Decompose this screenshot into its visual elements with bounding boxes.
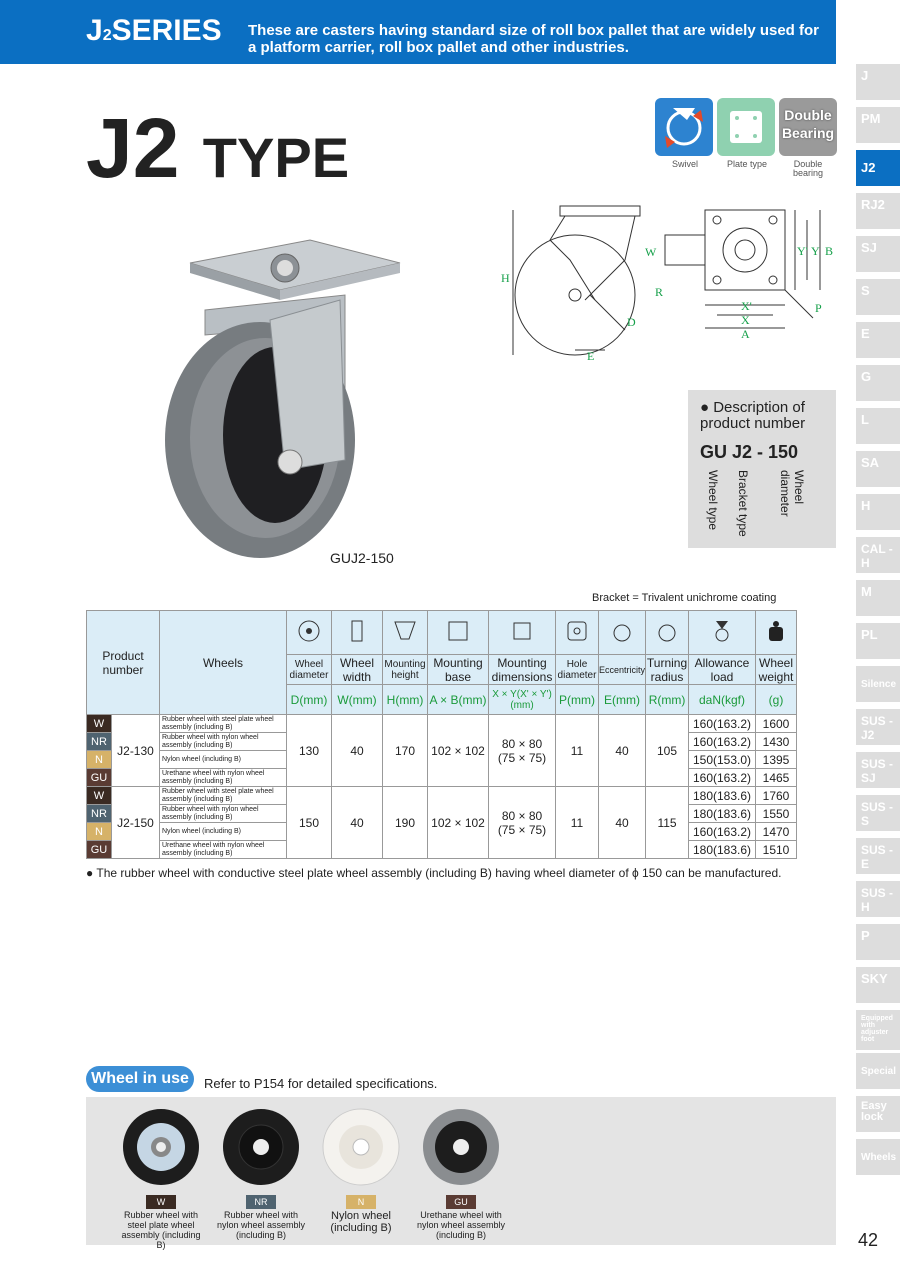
dim-label-y-prime: Y': [797, 244, 808, 258]
double-bearing-icon: Double Bearing: [779, 98, 837, 156]
sidebar-tab[interactable]: H: [856, 494, 900, 530]
dim-label-h: H: [501, 271, 510, 285]
sidebar-tab-active[interactable]: J2: [856, 150, 900, 186]
sidebar-tab[interactable]: Equipped with adjuster foot: [856, 1010, 900, 1050]
wheel-tag: W: [87, 715, 112, 733]
icon-mounting-dimensions: [489, 611, 556, 655]
icon-wheel-diameter: [287, 611, 332, 655]
dim-label-e: E: [587, 349, 595, 363]
dim-label-r: R: [655, 285, 664, 299]
wheel-gu-image: [421, 1107, 501, 1187]
double-bearing-label: Double bearing: [792, 159, 824, 178]
product-caption: GUJ2-150: [330, 550, 394, 566]
wheel-in-use-text: Refer to P154 for detailed specifications.: [204, 1076, 438, 1091]
r-cell: 115: [646, 787, 689, 859]
sidebar-tab[interactable]: J: [856, 64, 900, 100]
col-mounting-dimensions: Mounting dimensions: [489, 655, 556, 685]
wheel-nr-image: [221, 1107, 301, 1187]
dim-label-d: D: [627, 315, 636, 329]
h-cell: 190: [383, 787, 428, 859]
wheel-cell: Nylon wheel (including B): [160, 823, 287, 841]
bracket-note: Bracket = Trivalent unichrome coating: [592, 592, 777, 604]
product-number-description: [688, 390, 836, 548]
wheel-caption: Rubber wheel with steel plate wheel assembly (including B): [121, 1210, 201, 1250]
d-cell: 150: [287, 787, 332, 859]
dim-label-w: W: [645, 245, 657, 259]
sidebar-tab[interactable]: L: [856, 408, 900, 444]
wheel-tag: GU: [87, 841, 112, 859]
sidebar-tab[interactable]: G: [856, 365, 900, 401]
wheel-tag: N: [87, 823, 112, 841]
xy-cell: 80 × 80 (75 × 75): [489, 787, 556, 859]
wheel-sample: [116, 1107, 206, 1250]
e-cell: 40: [599, 787, 646, 859]
wheel-tag: NR: [246, 1195, 276, 1209]
dim-label-p: P: [815, 301, 822, 315]
wheel-w-image: [121, 1107, 201, 1187]
dim-label-a: A: [741, 327, 750, 341]
load-cell: 160(163.2): [689, 769, 756, 787]
sidebar-tab[interactable]: E: [856, 322, 900, 358]
d-cell: 130: [287, 715, 332, 787]
e-cell: 40: [599, 715, 646, 787]
col-mounting-base: Mounting base: [428, 655, 489, 685]
weight-cell: 1600: [756, 715, 797, 733]
sidebar-tab[interactable]: SA: [856, 451, 900, 487]
wheel-caption: Rubber wheel with nylon wheel assembly (including B): [216, 1210, 306, 1240]
weight-cell: 1430: [756, 733, 797, 751]
wheel-in-use-panel: [86, 1097, 836, 1250]
icon-turning-radius: [646, 611, 689, 655]
model-cell: J2-150: [112, 787, 160, 859]
unit: (g): [756, 685, 797, 715]
plate-type-label: Plate type: [726, 159, 768, 169]
wheel-tag: W: [87, 787, 112, 805]
sidebar-tab[interactable]: PM: [856, 107, 900, 143]
wheel-sample: [416, 1107, 506, 1240]
table-row: [87, 787, 797, 805]
load-cell: 160(163.2): [689, 733, 756, 751]
page-title: J2 TYPE: [86, 101, 350, 195]
wheel-cell: Rubber wheel with steel plate wheel assembly (including B): [160, 787, 287, 805]
sidebar-tab[interactable]: PL: [856, 623, 900, 659]
col-hole-diameter: Hole diameter: [556, 655, 599, 685]
load-cell: 180(183.6): [689, 841, 756, 859]
weight-cell: 1510: [756, 841, 797, 859]
wheel-sample: [216, 1107, 306, 1240]
sidebar-tab[interactable]: CAL -H: [856, 537, 900, 573]
col-turning-radius: Turning radius: [646, 655, 688, 684]
series-description: These are casters having standard size of roll box pallet that are widely used for a platform carrier, roll box pallet and other industries.: [248, 22, 820, 56]
wheel-type-label: Wheel type: [706, 470, 720, 531]
xy-cell: 80 × 80 (75 × 75): [489, 715, 556, 787]
w-cell: 40: [332, 787, 383, 859]
spec-table: [86, 610, 797, 859]
product-code-example: GU J2 - 150: [700, 442, 799, 462]
ab-cell: 102 × 102: [428, 787, 489, 859]
icon-allowance-load: [689, 611, 756, 655]
sidebar-tab[interactable]: SUS -J2: [856, 709, 900, 745]
unit: R(mm): [646, 685, 689, 715]
wheel-cell: Rubber wheel with steel plate wheel assembly (including B): [160, 715, 287, 733]
sidebar-tab[interactable]: Special: [856, 1053, 900, 1089]
caster-product-image: [150, 230, 410, 560]
series-name: J2SERIES: [86, 14, 222, 47]
wheel-tag: N: [87, 751, 112, 769]
sidebar-tab[interactable]: SUS -H: [856, 881, 900, 917]
load-cell: 180(183.6): [689, 805, 756, 823]
unit: W(mm): [332, 685, 383, 715]
dim-label-x-prime: X': [741, 299, 752, 313]
weight-cell: 1550: [756, 805, 797, 823]
col-wheel-width: Wheel width: [332, 655, 383, 685]
load-cell: 180(183.6): [689, 787, 756, 805]
wheel-caption: Nylon wheel (including B): [330, 1210, 392, 1234]
wheel-tag: GU: [446, 1195, 476, 1209]
model-cell: J2-130: [112, 715, 160, 787]
dim-label-y: Y: [811, 244, 820, 258]
r-cell: 105: [646, 715, 689, 787]
icon-mounting-base: [428, 611, 489, 655]
sidebar-tab[interactable]: SJ: [856, 236, 900, 272]
table-footnote: ● The rubber wheel with conductive steel plate wheel assembly (including B) having wheel diameter of ϕ 150 can be manufactured.: [86, 866, 782, 880]
series-header: [0, 0, 836, 64]
load-cell: 160(163.2): [689, 823, 756, 841]
bracket-type-label: Bracket type: [736, 470, 750, 537]
col-wheel-diameter: Wheel diameter: [287, 655, 332, 685]
wheel-cell: Rubber wheel with nylon wheel assembly (including B): [160, 805, 287, 823]
dim-label-b: B: [825, 244, 834, 258]
icon-eccentricity: [599, 611, 646, 655]
wheel-in-use-badge: Wheel in use: [86, 1066, 194, 1092]
unit: daN(kgf): [689, 685, 756, 715]
icon-wheel-width: [332, 611, 383, 655]
unit: H(mm): [383, 685, 428, 715]
plate-type-icon: [717, 98, 775, 156]
col-eccentricity: Eccentricity: [599, 655, 646, 685]
icon-wheel-weight: [756, 611, 797, 655]
dimension-drawing: [495, 200, 840, 370]
sidebar-tab[interactable]: S: [856, 279, 900, 315]
sidebar-tab[interactable]: Easy lock: [856, 1096, 900, 1132]
sidebar-tab[interactable]: Wheels: [856, 1139, 900, 1175]
sidebar-tab[interactable]: M: [856, 580, 900, 616]
sidebar-tab[interactable]: SUS -SJ: [856, 752, 900, 788]
description-title: ● Description of product number: [700, 399, 806, 432]
table-row: [87, 715, 797, 733]
wheel-cell: Nylon wheel (including B): [160, 751, 287, 769]
w-cell: 40: [332, 715, 383, 787]
col-allowance-load: Allowance load: [689, 655, 756, 685]
weight-cell: 1465: [756, 769, 797, 787]
load-cell: 150(153.0): [689, 751, 756, 769]
swivel-label: Swivel: [671, 159, 698, 169]
weight-cell: 1760: [756, 787, 797, 805]
col-mounting-height: Mounting height: [383, 655, 428, 685]
weight-cell: 1395: [756, 751, 797, 769]
load-cell: 160(163.2): [689, 715, 756, 733]
unit: E(mm): [599, 685, 646, 715]
wheel-tag: NR: [87, 805, 112, 823]
weight-cell: 1470: [756, 823, 797, 841]
ab-cell: 102 × 102: [428, 715, 489, 787]
page-number: 42: [858, 1230, 879, 1250]
col-wheel-weight: Wheel weight: [756, 655, 797, 685]
unit: D(mm): [287, 685, 332, 715]
wheel-cell: Urethane wheel with nylon wheel assembly (including B): [160, 841, 287, 859]
h-cell: 170: [383, 715, 428, 787]
wheel-tag: W: [146, 1195, 176, 1209]
sidebar-tab[interactable]: SUS -S: [856, 795, 900, 831]
sidebar-tab[interactable]: Silence: [856, 666, 900, 702]
icon-hole-diameter: [556, 611, 599, 655]
unit: X × Y(X' × Y') (mm): [489, 685, 556, 715]
wheel-tag: GU: [87, 769, 112, 787]
header-product-number: Product number: [87, 611, 160, 715]
sidebar-tab[interactable]: SKY: [856, 967, 900, 1003]
unit: A × B(mm): [428, 685, 489, 715]
wheel-tag: NR: [87, 733, 112, 751]
wheel-sample: [316, 1107, 406, 1234]
header-wheels: Wheels: [160, 611, 287, 715]
sidebar-tab[interactable]: RJ2: [856, 193, 900, 229]
p-cell: 11: [556, 715, 599, 787]
wheel-caption: Urethane wheel with nylon wheel assembly (including B): [416, 1210, 506, 1240]
wheel-diameter-label: Wheel diameter: [778, 470, 806, 517]
wheel-cell: Urethane wheel with nylon wheel assembly (including B): [160, 769, 287, 787]
swivel-icon: [655, 98, 713, 156]
sidebar-tab[interactable]: SUS -E: [856, 838, 900, 874]
unit: P(mm): [556, 685, 599, 715]
p-cell: 11: [556, 787, 599, 859]
icon-mounting-height: [383, 611, 428, 655]
wheel-n-image: [321, 1107, 401, 1187]
sidebar-tab[interactable]: P: [856, 924, 900, 960]
wheel-tag: N: [346, 1195, 376, 1209]
dim-label-x: X: [741, 313, 750, 327]
wheel-cell: Rubber wheel with nylon wheel assembly (including B): [160, 733, 287, 751]
